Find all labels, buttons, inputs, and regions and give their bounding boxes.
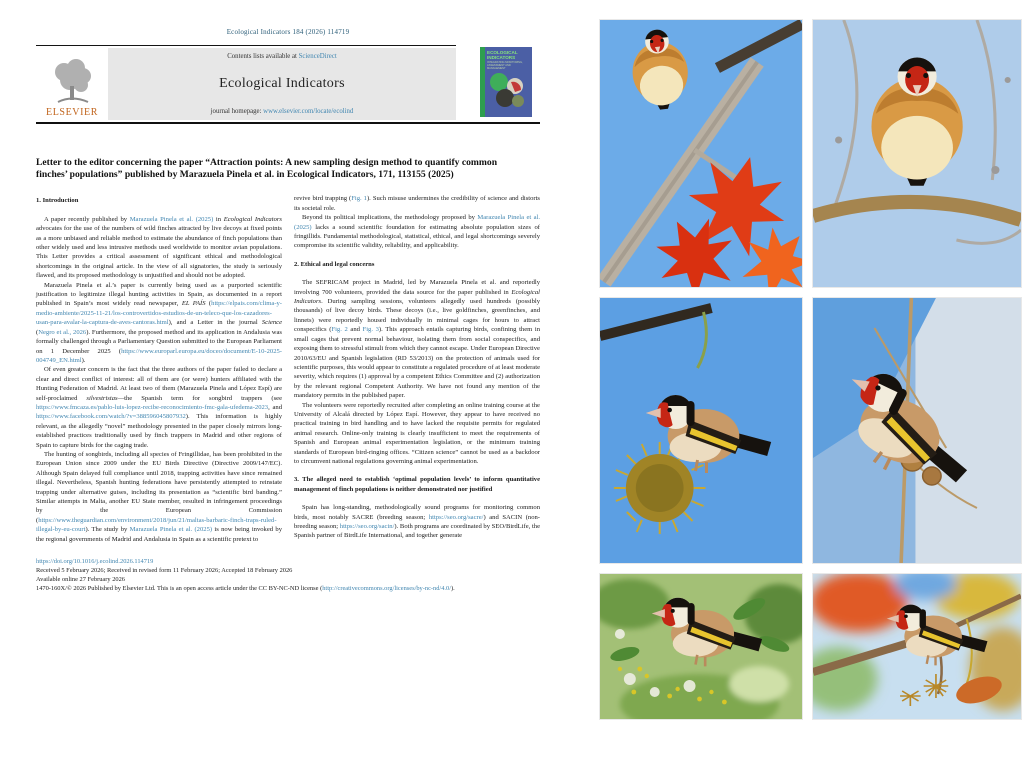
masthead-bottom-rule xyxy=(36,122,540,124)
text-run: in xyxy=(213,215,224,223)
journal-cover-thumbnail xyxy=(480,47,532,117)
elsevier-wordmark: ELSEVIER xyxy=(45,107,99,118)
inline-link[interactable]: Marazuela Pinela et al. (2025) xyxy=(294,214,541,231)
text-run: revive bird trapping ( xyxy=(294,195,352,203)
text-run: A paper recently published by xyxy=(44,215,130,223)
text-run: ). xyxy=(81,356,86,364)
paragraph xyxy=(36,365,282,450)
inline-link[interactable]: https://seo.org/sacin/ xyxy=(339,523,395,530)
journal-masthead xyxy=(36,45,540,124)
paragraph xyxy=(294,503,540,541)
paragraph xyxy=(294,278,540,400)
text-run: Science xyxy=(261,319,282,327)
contents-line xyxy=(112,53,452,60)
inline-link[interactable]: Fig. 2 xyxy=(331,326,348,334)
text-run: Beyond its political implications, the methodology proposed by xyxy=(302,214,478,222)
issn-copyright-close: ). xyxy=(450,585,455,593)
text-run: is now being invoked by the regional governments of Madrid and Andalusia in Spain as a scientific pretext to xyxy=(36,526,282,543)
inline-link[interactable]: Fig. 3 xyxy=(362,326,379,334)
inline-link[interactable]: Fig. 1 xyxy=(351,195,367,203)
paragraph xyxy=(36,215,282,281)
text-run: and xyxy=(347,326,363,334)
masthead-top-rule xyxy=(36,45,456,46)
journal-homepage-link[interactable]: www.elsevier.com/locate/ecolind xyxy=(263,108,354,115)
section-heading: 3. The alleged need to establish ‘optimal population levels’ to inform quantitative management of finch populations is neither demonstrated nor justified xyxy=(294,476,540,493)
inline-link[interactable]: https://www.europarl.europa.eu/doceo/document/E-10-2025-004749_EN.html xyxy=(36,347,282,364)
inline-link[interactable]: Negro et al., 2026 xyxy=(38,328,87,336)
journal-title: Ecological Indicators xyxy=(219,76,345,91)
text-run: ( xyxy=(36,328,39,336)
photo-goldfinch-golden-front xyxy=(813,20,1021,287)
text-run: . During sampling sessions, volunteers allegedly used hundreds (possibly thousands) of live decoy birds. These decoys (i.e., live goldfinches, greenfinches, and linnets) were reportedly housed individually in minimal cages for hours to attract conspecifics ( xyxy=(294,298,540,334)
text-run: EL PAÍS xyxy=(181,300,206,308)
text-run: Ecological Indicators xyxy=(223,215,282,223)
inline-link[interactable]: https://elpais.com/clima-y-medio-ambiente/2025-11-21/los-controvertidos-estudios-de-un-teleco-que-los-cazadores-usan-para-avalar-la-captura-de-aves-cantoras.html xyxy=(36,300,283,327)
text-run: Marazuela Pinela et al.’s paper is currently being used as a purported scientific justification to legitimize illegal hunting activities in Spain, as documented in a report published in Spain’s most widely read newspaper, xyxy=(36,281,282,308)
inline-link[interactable]: https://www.facebook.com/watch/?v=388596045807932 xyxy=(36,413,186,421)
photo-goldfinch-green-scrub xyxy=(600,574,802,719)
cover-art xyxy=(487,70,527,112)
text-run: Spain has long-standing, methodologically sound programs for monitoring common birds, most notably SACRE (breeding season; xyxy=(294,504,540,521)
article-footnote xyxy=(36,557,540,593)
column-left xyxy=(36,194,282,544)
column-right xyxy=(294,194,540,544)
paragraph xyxy=(36,281,282,366)
inline-link[interactable]: https://seo.org/sacre/ xyxy=(428,513,484,521)
journal-citation-header: Ecological Indicators 184 (2026) 114719 xyxy=(226,28,350,36)
cover-subtitle: INTEGRATING MONITORING, ASSESSMENT AND MANAGEMENT xyxy=(487,61,523,71)
contents-prefix: Contents lists available at xyxy=(227,53,299,60)
photo-goldfinch-autumn xyxy=(813,574,1021,719)
section-heading: 2. Ethical and legal concerns xyxy=(294,260,375,268)
text-run: ), and a Letter in the journal xyxy=(168,319,262,327)
text-run: ). Both programs are coordinated by SEO/BirdLife, the Spanish partner of BirdLife International, and together generate xyxy=(294,523,540,540)
text-run: Of even greater concern is the fact that the three authors of the paper failed to declare a clear and direct conflict of interest: all of them are (or were) hunters affiliated with the Hunting Federation of Madrid. At least two of them (Marazuela Pinela and López Espí) are self-proclaimed xyxy=(36,366,282,402)
elsevier-logo xyxy=(36,48,108,120)
photo-goldfinch-twigs xyxy=(813,298,1021,563)
photo-goldfinch-seedball xyxy=(600,298,802,563)
article-title: Letter to the editor concerning the paper “Attraction points: A new sampling design method to quantify common finches’ populations” published by Marazuela Pinela et al. in Ecological Indicators, 171, 113155 (2025) xyxy=(36,157,498,181)
article-body xyxy=(36,194,540,544)
homepage-prefix: journal homepage: xyxy=(210,108,264,115)
text-run: advocates for the use of the numbers of wild finches attracted by live decoys at fixed points as a more unbiased and reliable method to estimate the abundance of finch populations than other widely used and less intrusive methods used worldwide to monitor avian populations. This Letter provides a critical assessment of significant ethical and methodological shortcomings in the original article. In the view of all signatories, the study is seriously flawed, and its proposed methodology is unjustified and should not be adopted. xyxy=(36,225,282,280)
text-run: ). This information is highly relevant, as the allegedly “novel” methodology presented in the paper closely mirrors long-established practices traditionally used by finch trappers in Madrid and other regions of Spain to capture birds for the caging trade. xyxy=(36,413,282,449)
text-run: Ecological Indicators xyxy=(294,288,540,306)
inline-link[interactable]: https://www.fmcaza.es/pablo-luis-lopez-recibe-reconocimiento-fmc-gala-ufedema-2023 xyxy=(36,403,269,411)
text-run: The volunteers were reportedly recruited after completing an online training course at the University of Alcalá directed by López Espí. However, they appear to have received no practical training in bird handling and to have lacked the requisite permits for regulated animal research. Online-only training is clearly insufficient to meet the requirements of Spanish and European animal experimentation legislation, or the minimum training standards of European bird-ringing offices. “Citizen science” cannot be used as a backdoor to circumvent national regulations governing animal experimentation. xyxy=(294,401,540,465)
license-link[interactable]: http://creativecommons.org/licenses/by-nc-nd/4.0/ xyxy=(322,585,451,593)
text-run: ). The study by xyxy=(85,526,130,534)
available-online: Available online 27 February 2026 xyxy=(36,576,125,584)
text-run: —the Spanish term for songbird trappers (see xyxy=(117,394,283,402)
inline-link[interactable]: Marazuela Pinela et al. (2025) xyxy=(129,526,213,534)
elsevier-tree-icon xyxy=(50,58,94,106)
text-run: The hunting of songbirds, including all species of Fringillidae, has been prohibited in the European Union since 2009 under the EU Birds Directive (Directive 2009/147/EC). Although Spain delayed full compliance until 2018, trapping activities have since remained illegal. Nevertheless, Spanish hunting federations have persistently attempted to reinstate trapping under alternative guises, including its presentation as “scientific bird banding.” Similar attempts in Malta, another EU State member, resulted in infringement proceedings by the European Commission ( xyxy=(36,450,282,524)
text-run: ( xyxy=(205,300,212,308)
text-run: ). This approach entails capturing birds, confining them in small cages that prevent normal behaviour, isolating them from social conspecifics, and exposing them to stressful stimuli from which they cannot escape. Under European Directive 2010/63/EU and Spanish legislation (RD 53/2013) on the protection of animals used for scientific purposes, this would appear to constitute a regulated procedure of at least moderate severity, which requires (1) approval by a competent Ethics Committee and (2) authorization by the relevant regional Competent Authority. We have not found any mention of the mandatory permits in the published paper. xyxy=(294,326,541,400)
photo-goldfinch-red-leaves xyxy=(600,20,802,287)
paragraph xyxy=(294,194,540,213)
text-run: ) and SACIN (non-breeding season; xyxy=(294,513,540,530)
sciencedirect-link[interactable]: ScienceDirect xyxy=(298,53,337,60)
cover-title: ECOLOGICAL INDICATORS xyxy=(487,50,518,61)
inline-link[interactable]: Marazuela Pinela et al. (2025) xyxy=(129,215,214,223)
text-run: ). Furthermore, the proposed method and its application in Andalusia was formally challenged through a Parliamentary Question submitted to the European Parliament on 1 December 2025 ( xyxy=(36,328,282,355)
article-page xyxy=(36,0,540,593)
section-heading: 1. Introduction xyxy=(36,197,79,205)
received-dates: Received 5 February 2026; Received in revised form 11 February 2026; Accepted 18 February 2026 xyxy=(36,567,293,575)
issn-copyright: 1470-160X/© 2026 Published by Elsevier Ltd. This is an open access article under the CC BY-NC-ND license ( xyxy=(36,585,323,593)
paragraph xyxy=(36,450,282,544)
text-run: The SEFRICAM project in Madrid, led by Marazuela Pinela et al. and reportedly involving 700 volunteers, provided the data source for the paper published in xyxy=(294,279,540,296)
homepage-line xyxy=(112,108,452,115)
doi-link[interactable]: https://doi.org/10.1016/j.ecolind.2026.114719 xyxy=(36,558,154,566)
text-run: silvestristas xyxy=(86,394,118,402)
figure-photo-panel xyxy=(600,20,1021,719)
paragraph xyxy=(294,401,540,467)
text-run: lacks a sound scientific foundation for estimating absolute population sizes of fringillids. Fundamental methodological, statistical, ethical, and legal shortcomings severely compromise its scientific validity, reliability, and applicability. xyxy=(294,223,540,250)
paragraph xyxy=(294,213,540,251)
text-run: , and xyxy=(268,403,282,411)
text-run: ). Such misuse undermines the credibility of science and distorts its societal role. xyxy=(294,195,541,212)
masthead-center-box xyxy=(108,48,456,120)
inline-link[interactable]: https://www.theguardian.com/environment/2018/jun/21/maltas-barbaric-finch-traps-ruled-illegal-by-eu-court xyxy=(36,516,277,534)
